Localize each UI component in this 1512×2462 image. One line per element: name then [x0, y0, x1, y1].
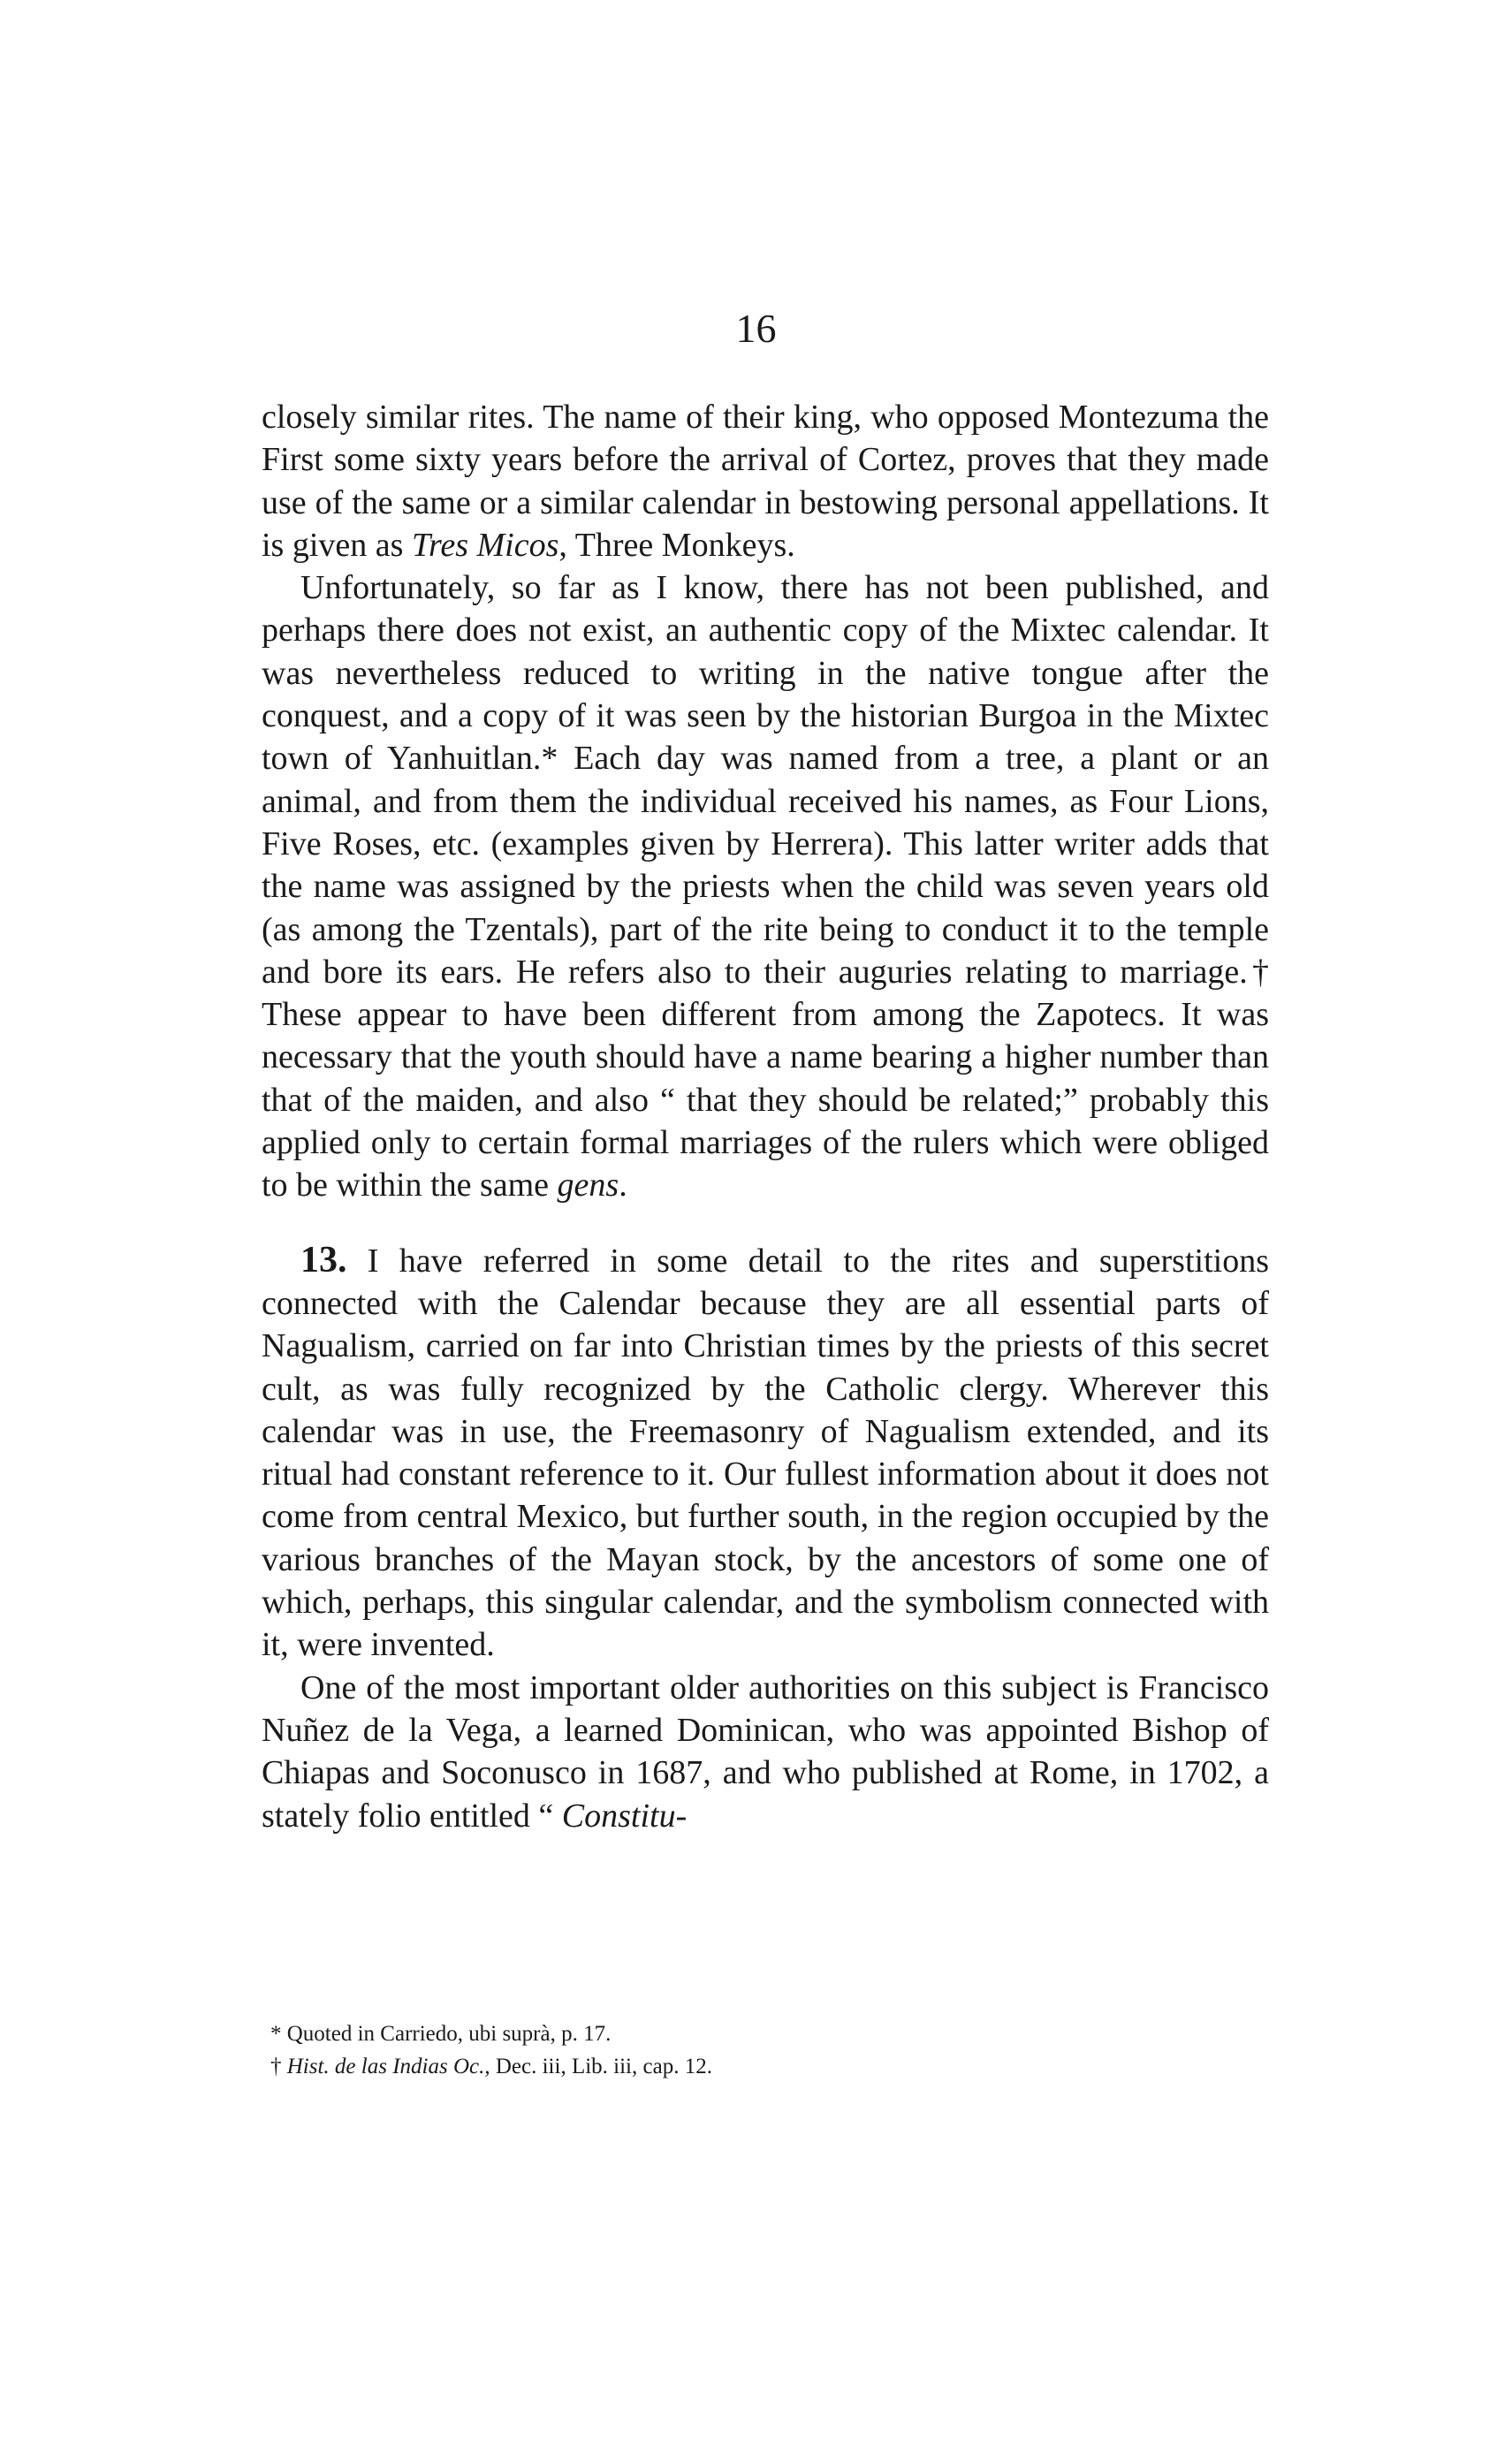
- footnotes: [270, 2017, 1269, 2083]
- footnote-2-italic: Hist. de las Indias Oc.: [286, 2055, 485, 2078]
- footnote-2-mark: †: [270, 2055, 287, 2078]
- paragraph-1-text-end: , Three Monkeys.: [558, 526, 795, 564]
- paragraph-2-text-end: .: [619, 1166, 627, 1204]
- paragraph-4-text: One of the most important older authorities on this subject is Francisco Nuñez de la Vega, a learned Dominican, who was appointed Bishop of Chiapas and Soconusco in 1687, and who published at Rome, in 1702, a stately folio entitled “: [262, 1668, 1269, 1835]
- body-text: [262, 396, 1269, 1837]
- paragraph-2-italic: gens: [557, 1166, 619, 1204]
- paragraph-3: [262, 1239, 1269, 1667]
- paragraph-4-italic: Constitu-: [561, 1797, 688, 1835]
- paragraph-1-text: closely similar rites. The name of their king, who opposed Montezuma the First some sixty years before the arrival of Cortez, proves that they made use of the same or a similar calendar in bestowing personal appellations. It is given as: [262, 399, 1269, 564]
- section-number: 13.: [300, 1239, 347, 1280]
- footnote-2-text: , Dec. iii, Lib. iii, cap. 12.: [484, 2055, 712, 2078]
- paragraph-3-text: I have referred in some detail to the rites and superstitions connected with the Calendar because they are all essential parts of Nagualism, carried on far into Christian times by the priests of this secret cult, as was fully recognized by the Catholic clergy. Wherever this calendar was in use, the Freemasonry of Nagualism extended, and its ritual had constant reference to it. Our fullest information about it does not come from central Mexico, but further south, in the region occupied by the various branches of the Mayan stock, by the ancestors of some one of which, perhaps, this singular calendar, and the symbolism connected with it, were invented.: [262, 1242, 1269, 1664]
- footnote-1: [270, 2017, 1269, 2050]
- paragraph-2: [262, 566, 1269, 1206]
- paragraph-4: [262, 1667, 1269, 1837]
- footnote-2: [270, 2050, 1269, 2083]
- footnote-1-text: * Quoted in Carriedo, ubi suprà, p. 17.: [270, 2022, 612, 2046]
- paragraph-1: [262, 396, 1269, 566]
- paragraph-2-text: Unfortunately, so far as I know, there has not been published, and perhaps there does not exist, an authentic copy of the Mixtec calendar. It was nevertheless reduced to writing in the native tongue after the conquest, and a copy of it was seen by the historian Burgoa in the Mixtec town of Yanhuitlan.* Each day was named from a tree, a plant or an animal, and from them the individual received his names, as Four Lions, Five Roses, etc. (examples given by Herrera). This latter writer adds that the name was assigned by the priests when the child was seven years old (as among the Tzentals), part of the rite being to conduct it to the temple and bore its ears. He refers also to their auguries relating to marriage.† These appear to have been different from among the Zapotecs. It was necessary that the youth should have a name bearing a higher number than that of the maiden, and also “ that they should be related;” probably this applied only to certain formal marriages of the rulers which were obliged to be within the same: [262, 569, 1269, 1204]
- page-number: 16: [735, 306, 777, 351]
- paragraph-1-italic: Tres Micos: [411, 526, 559, 564]
